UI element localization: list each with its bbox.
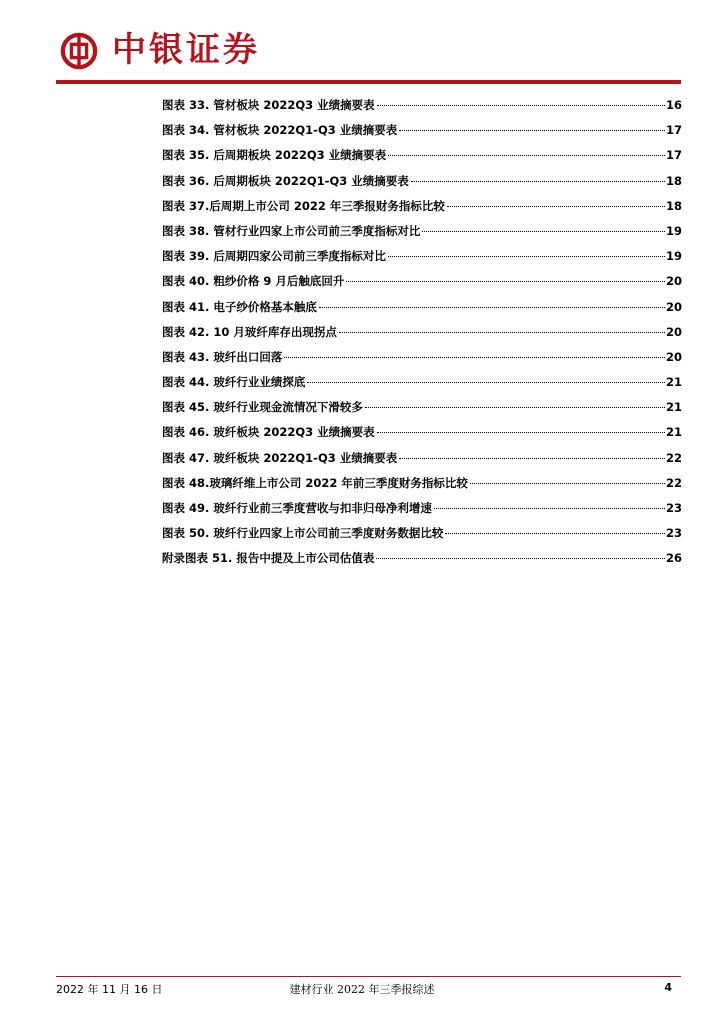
toc-dot-leader	[399, 458, 665, 459]
toc-entry[interactable]	[162, 446, 682, 471]
toc-dot-leader	[388, 155, 665, 156]
toc-entry-page: 20	[665, 324, 682, 339]
toc-entry-page: 20	[665, 299, 682, 314]
toc-entry[interactable]	[162, 471, 682, 496]
toc-entry-title: 图表 47. 玻纤板块 2022Q1-Q3 业绩摘要表	[162, 450, 398, 465]
toc-entry[interactable]	[162, 169, 682, 194]
toc-dot-leader	[365, 407, 665, 408]
toc-dot-leader	[470, 483, 665, 484]
toc-entry[interactable]	[162, 269, 682, 294]
toc-entry[interactable]	[162, 420, 682, 445]
toc-dot-leader	[377, 432, 665, 433]
toc-entry[interactable]	[162, 244, 682, 269]
toc-entry[interactable]	[162, 143, 682, 168]
toc-entry-title: 图表 36. 后周期板块 2022Q1-Q3 业绩摘要表	[162, 173, 409, 188]
toc-entry-title: 图表 33. 管材板块 2022Q3 业绩摘要表	[162, 98, 375, 112]
toc-dot-leader	[376, 558, 665, 559]
toc-dot-leader	[319, 307, 665, 308]
toc-entry-page: 23	[665, 526, 682, 541]
toc-dot-leader	[377, 105, 665, 106]
footer-date: 2022 年 11 月 16 日	[56, 983, 163, 996]
table-of-figures	[162, 93, 682, 572]
toc-dot-leader	[307, 382, 665, 383]
page-header	[0, 0, 724, 90]
header-divider	[56, 80, 681, 84]
toc-entry[interactable]	[162, 93, 682, 118]
toc-entry-page: 17	[665, 148, 682, 163]
footer-report-title: 建材行业 2022 年三季报综述	[289, 983, 435, 996]
toc-entry-title: 图表 40. 粗纱价格 9 月后触底回升	[162, 274, 345, 289]
toc-dot-leader	[339, 332, 665, 333]
toc-entry[interactable]	[162, 118, 682, 143]
toc-entry-page: 23	[665, 501, 682, 515]
toc-dot-leader	[388, 256, 665, 257]
toc-entry[interactable]	[162, 521, 682, 546]
toc-entry[interactable]	[162, 496, 682, 521]
toc-entry-page: 18	[665, 173, 682, 188]
toc-entry-page: 20	[665, 274, 682, 289]
toc-dot-leader	[445, 533, 665, 534]
toc-entry-page: 22	[665, 475, 682, 490]
brand-name: 中银证券	[112, 30, 260, 70]
toc-entry-page: 21	[665, 375, 682, 390]
toc-entry-page: 20	[665, 349, 682, 364]
toc-entry-page: 26	[665, 551, 682, 566]
toc-entry-title: 图表 44. 玻纤行业业绩探底	[162, 375, 306, 390]
toc-entry-title: 图表 45. 玻纤行业现金流情况下滑较多	[162, 400, 363, 415]
toc-dot-leader	[422, 231, 665, 232]
toc-entry-title: 附录图表 51. 报告中提及上市公司估值表	[162, 551, 375, 566]
toc-entry-title: 图表 34. 管材板块 2022Q1-Q3 业绩摘要表	[162, 123, 398, 138]
toc-entry[interactable]	[162, 219, 682, 244]
toc-dot-leader	[434, 508, 665, 509]
toc-entry-title: 图表 46. 玻纤板块 2022Q3 业绩摘要表	[162, 425, 375, 440]
toc-entry-title: 图表 35. 后周期板块 2022Q3 业绩摘要表	[162, 148, 387, 163]
page-number: 4	[664, 981, 672, 994]
toc-dot-leader	[411, 181, 665, 182]
toc-entry-title: 图表 50. 玻纤行业四家上市公司前三季度财务数据比较	[162, 526, 444, 541]
toc-entry-title: 图表 41. 电子纱价格基本触底	[162, 299, 317, 314]
toc-entry-page: 21	[665, 425, 682, 440]
toc-entry-title: 图表 42. 10 月玻纤库存出现拐点	[162, 324, 337, 339]
bank-of-china-logo-icon	[60, 32, 98, 70]
toc-dot-leader	[346, 281, 665, 282]
toc-entry-page: 19	[665, 223, 682, 238]
toc-dot-leader	[447, 206, 665, 207]
toc-entry-title: 图表 49. 玻纤行业前三季度营收与扣非归母净利增速	[162, 501, 432, 515]
toc-entry-title: 图表 37.后周期上市公司 2022 年三季报财务指标比较	[162, 198, 445, 213]
toc-entry-page: 21	[665, 400, 682, 415]
toc-entry[interactable]	[162, 345, 682, 370]
footer-divider	[56, 976, 681, 977]
toc-entry-title: 图表 38. 管材行业四家上市公司前三季度指标对比	[162, 223, 421, 238]
toc-entry[interactable]	[162, 395, 682, 420]
toc-entry[interactable]	[162, 320, 682, 345]
toc-dot-leader	[399, 130, 665, 131]
toc-entry-page: 17	[665, 123, 682, 138]
toc-entry-page: 16	[665, 98, 682, 112]
toc-entry-page: 18	[665, 198, 682, 213]
toc-entry-title: 图表 48.玻璃纤维上市公司 2022 年前三季度财务指标比较	[162, 475, 468, 490]
toc-entry[interactable]	[162, 194, 682, 219]
toc-entry[interactable]	[162, 370, 682, 395]
toc-entry[interactable]	[162, 295, 682, 320]
toc-entry[interactable]	[162, 546, 682, 571]
toc-entry-title: 图表 43. 玻纤出口回落	[162, 349, 283, 364]
toc-entry-title: 图表 39. 后周期四家公司前三季度指标对比	[162, 249, 386, 264]
toc-dot-leader	[284, 357, 665, 358]
toc-entry-page: 22	[665, 450, 682, 465]
toc-entry-page: 19	[665, 249, 682, 264]
